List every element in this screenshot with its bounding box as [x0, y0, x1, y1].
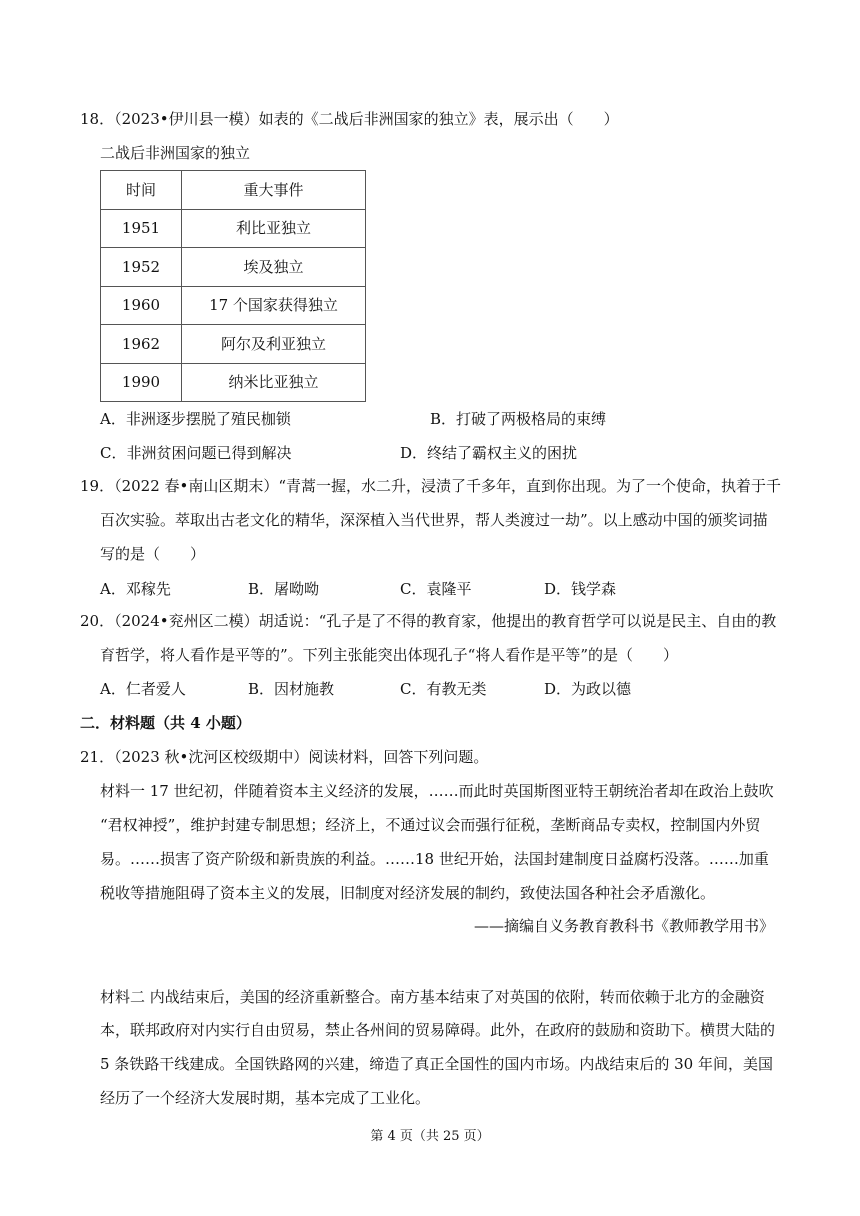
material2-line-1: 材料二 内战结束后，美国的经济重新整合。南方基本结束了对英国的依附，转而依赖于北方的金融资 [100, 988, 765, 1006]
material1-source: ——摘编自义务教育教科书《教师教学用书》 [474, 917, 775, 935]
q21-stem: 21．（2023 秋•沈河区校级期中）阅读材料，回答下列问题。 [80, 748, 489, 766]
material1-line-4: 税收等措施阻碍了资本主义的发展，旧制度对经济发展的制约，致使法国各种社会矛盾激化。 [100, 884, 716, 902]
table-row [101, 363, 366, 402]
row-event: 阿尔及利亚独立 [182, 325, 366, 364]
material2-line-3: 5 条铁路干线建成。全国铁路网的兴建，缔造了真正全国性的国内市场。内战结束后的 30 年间，美国 [100, 1055, 773, 1073]
page-footer: 第 4 页（共 25 页） [370, 1129, 490, 1144]
q20-option-a: A．仁者爱人 [100, 680, 186, 698]
row-year: 1952 [101, 248, 182, 287]
q19-option-c: C．袁隆平 [400, 580, 472, 598]
q18-option-c: C．非洲贫困问题已得到解决 [100, 444, 292, 462]
table-row [101, 286, 366, 325]
q18-table-title: 二战后非洲国家的独立 [100, 144, 251, 162]
q20-line-1: 20．（2024•兖州区二模）胡适说：“孔子是了不得的教育家，他提出的教育哲学可以说是民主、自由的教 [80, 612, 777, 630]
q20-option-c: C．有教无类 [400, 680, 487, 698]
q19-option-d: D．钱学森 [544, 580, 617, 598]
q19-line-3: 写的是（ ） [100, 545, 206, 563]
q18-option-a: A．非洲逐步摆脱了殖民枷锁 [100, 410, 291, 428]
row-event: 利比亚独立 [182, 209, 366, 248]
q19-line-1: 19．（2022 春•南山区期末）“青蒿一握，水二升，浸渍了千多年，直到你出现。为了一个使命，执着于千 [80, 477, 782, 495]
row-event: 纳米比亚独立 [182, 363, 366, 402]
table-row [101, 248, 366, 287]
q19-option-a: A．邓稼先 [100, 580, 171, 598]
q18-option-b: B．打破了两极格局的束缚 [430, 410, 607, 428]
row-year: 1962 [101, 325, 182, 364]
material1-line-2: “君权神授”，维护封建专制思想；经济上，不通过议会而强行征税，垄断商品专卖权，控制国内外贸 [100, 816, 761, 834]
material1-line-1: 材料一 17 世纪初，伴随着资本主义经济的发展，……而此时英国斯图亚特王朝统治者却在政治上鼓吹 [100, 782, 774, 800]
row-event: 17 个国家获得独立 [182, 286, 366, 325]
q18-stem: 18．（2023•伊川县一模）如表的《二战后非洲国家的独立》表，展示出（ ） [80, 110, 619, 128]
header-event: 重大事件 [182, 171, 366, 210]
material2-line-4: 经历了一个经济大发展时期，基本完成了工业化。 [100, 1089, 431, 1107]
table-row [101, 209, 366, 248]
section-heading: 二．材料题（共 4 小题） [80, 714, 251, 732]
row-year: 1990 [101, 363, 182, 402]
q20-option-d: D．为政以德 [544, 680, 632, 698]
row-year: 1960 [101, 286, 182, 325]
material2-line-2: 本，联邦政府对内实行自由贸易，禁止各州间的贸易障碍。此外，在政府的鼓励和资助下。横贯大陆的 [100, 1021, 776, 1039]
q20-option-b: B．因材施教 [248, 680, 335, 698]
material1-line-3: 易。……损害了资产阶级和新贵族的利益。……18 世纪开始，法国封建制度日益腐朽没落。……加重 [100, 850, 769, 868]
header-time: 时间 [101, 171, 182, 210]
q20-line-2: 育哲学，将人看作是平等的”。下列主张能突出体现孔子“将人看作是平等”的是（ ） [100, 646, 679, 664]
row-event: 埃及独立 [182, 248, 366, 287]
independence-table [100, 170, 366, 402]
q19-line-2: 百次实验。萃取出古老文化的精华，深深植入当代世界，帮人类渡过一劫”。以上感动中国的颁奖词描 [100, 511, 768, 529]
table-header-row [101, 171, 366, 210]
row-year: 1951 [101, 209, 182, 248]
table-row [101, 325, 366, 364]
q19-option-b: B．屠呦呦 [248, 580, 320, 598]
q18-option-d: D．终结了霸权主义的困扰 [400, 444, 578, 462]
